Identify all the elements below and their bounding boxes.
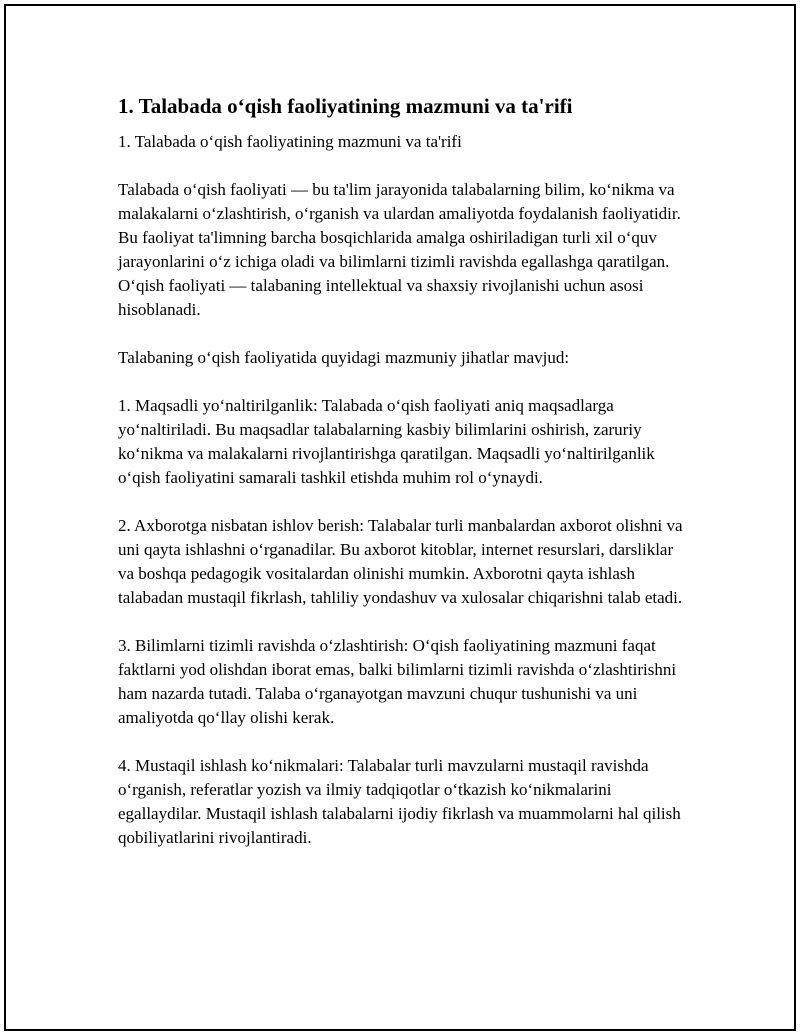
paragraph-subtitle: 1. Talabada o‘qish faoliyatining mazmuni va ta'rifi xyxy=(118,132,462,151)
paragraph-definition: Talabada o‘qish faoliyati — bu ta'lim jarayonida talabalarning bilim, ko‘nikma va malakalarni o‘zlashtirish, o‘rganish va ulardan amaliyotda foydalanish faoliyatidir. Bu faoliyat ta'limning barcha bosqichlarida amalga oshiriladigan turli xil o‘quv jarayonlarini o‘z ichiga oladi va bilimlarni tizimli ravishda egallashga qaratilgan. O‘qish faoliyati — talabaning intellektual va shaxsiy rivojlanishi uchun asosi hisoblanadi. xyxy=(118,180,681,319)
paragraph-item-4: 4. Mustaqil ishlash ko‘nikmalari: Talabalar turli mavzularni mustaqil ravishda o‘rganish, referatlar yozish va ilmiy tadqiqotlar o‘tkazish ko‘nikmalarini egallaydilar. Mustaqil ishlash talabalarni ijodiy fikrlash va muammolarni hal qilish qobiliyatlarini rivojlantiradi. xyxy=(118,756,681,847)
document-body xyxy=(118,92,688,874)
paragraph-item-1: 1. Maqsadli yo‘naltirilganlik: Talabada o‘qish faoliyati aniq maqsadlarga yo‘naltiriladi. Bu maqsadlar talabalarning kasbiy bilimlarini oshirish, zaruriy ko‘nikma va malakalarni rivojlantirishga qaratilgan. Maqsadli yo‘naltirilganlik o‘qish faoliyatini samarali tashkil etishda muhim rol o‘ynaydi. xyxy=(118,396,655,487)
paragraph-intro-list: Talabaning o‘qish faoliyatida quyidagi mazmuniy jihatlar mavjud: xyxy=(118,348,570,367)
paragraph-item-2: 2. Axborotga nisbatan ishlov berish: Talabalar turli manbalardan axborot olishni va uni qayta ishlashni o‘rganadilar. Bu axborot kitoblar, internet resurslari, darsliklar va boshqa pedagogik vositalardan olinishi mumkin. Axborotni qayta ishlash talabadan mustaqil fikrlash, tahliliy yondashuv va xulosalar chiqarishni talab etadi. xyxy=(118,516,683,607)
document-heading: 1. Talabada o‘qish faoliyatining mazmuni va ta'rifi xyxy=(118,94,573,118)
paragraph-item-3: 3. Bilimlarni tizimli ravishda o‘zlashtirish: O‘qish faoliyatining mazmuni faqat faktlarni yod olishdan iborat emas, balki bilimlarni tizimli ravishda o‘zlashtirishni ham nazarda tutadi. Talaba o‘rganayotgan mavzuni chuqur tushunishi va uni amaliyotda qo‘llay olishi kerak. xyxy=(118,636,677,727)
